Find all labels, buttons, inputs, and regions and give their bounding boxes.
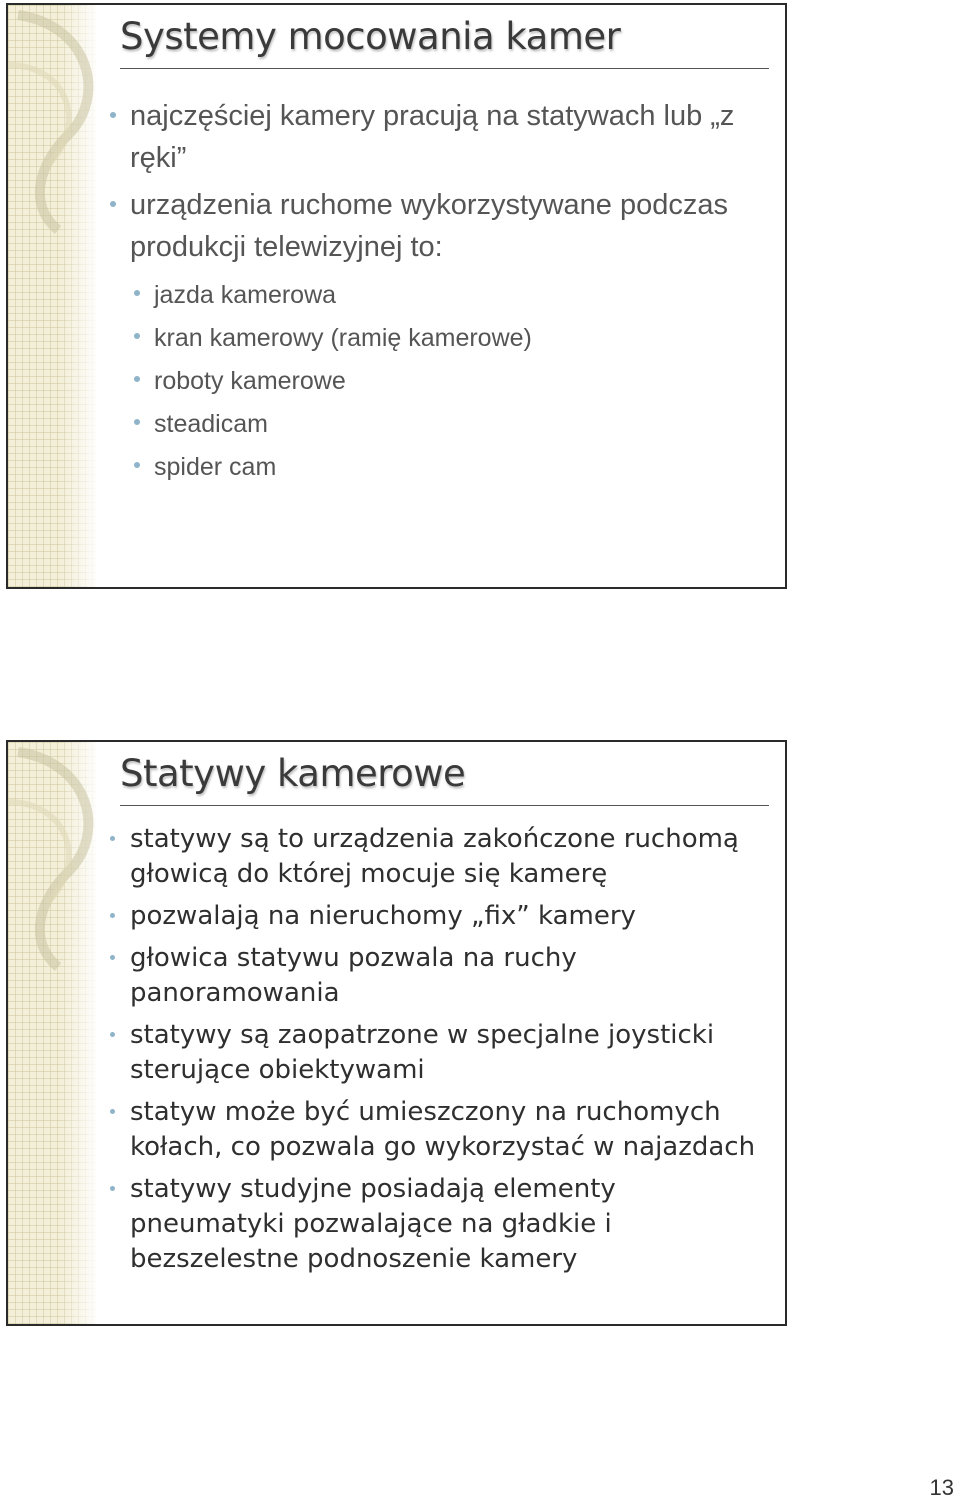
page-number: 13	[929, 1475, 954, 1500]
bullet-item: statywy są zaopatrzone w specjalne joysticki sterujące obiektywami	[106, 1018, 766, 1088]
sub-bullet-item: steadicam	[130, 403, 766, 446]
bullet-item: statywy są to urządzenia zakończone ruchomą głowicą do której mocuje się kamerę	[106, 822, 766, 892]
title-divider	[120, 805, 769, 806]
slide-systemy-mocowania	[6, 3, 787, 589]
bullet-item: głowica statywu pozwala na ruchy panoramowania	[106, 941, 766, 1011]
title-divider	[120, 68, 769, 69]
slide-title: Statywy kamerowe	[120, 752, 466, 795]
slide-statywy-kamerowe	[6, 740, 787, 1326]
sub-bullet-item: spider cam	[130, 446, 766, 489]
bullet-item: pozwalają na nieruchomy „fix” kamery	[106, 899, 766, 934]
sub-bullet-list	[130, 274, 766, 489]
bullet-item	[106, 184, 766, 489]
sub-bullet-item: kran kamerowy (ramię kamerowe)	[130, 317, 766, 360]
decorative-swirl-icon	[8, 5, 118, 235]
slide-title: Systemy mocowania kamer	[120, 15, 621, 58]
bullet-item: statywy studyjne posiadają elementy pneumatyki pozwalające na gładkie i bezszelestne podnoszenie kamery	[106, 1172, 766, 1277]
sub-bullet-item: roboty kamerowe	[130, 360, 766, 403]
bullet-text: urządzenia ruchome wykorzystywane podczas produkcji telewizyjnej to:	[130, 189, 728, 263]
sub-bullet-item: jazda kamerowa	[130, 274, 766, 317]
decorative-swirl-icon	[8, 742, 118, 972]
bullet-item: statyw może być umieszczony na ruchomych kołach, co pozwala go wykorzystać w najazdach	[106, 1095, 766, 1165]
bullet-item: najczęściej kamery pracują na statywach lub „z ręki”	[106, 95, 766, 179]
bullet-list	[106, 822, 766, 1284]
bullet-list	[106, 95, 766, 494]
